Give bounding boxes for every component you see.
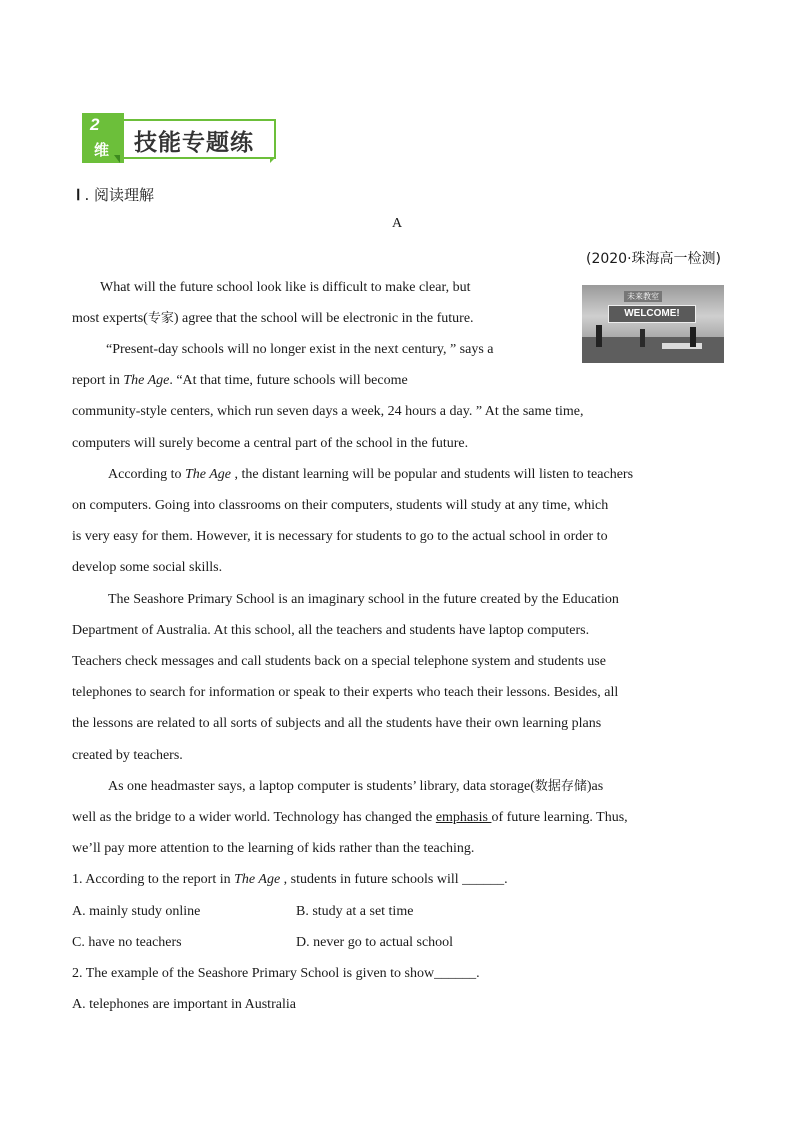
passage-line: the lessons are related to all sorts of subjects and all the students have their own learning plans <box>72 716 602 731</box>
option-1c: C. have no teachers <box>72 935 182 950</box>
underlined-word: emphasis <box>435 810 492 825</box>
passage-line: computers will surely become a central part of the school in the future. <box>72 436 469 451</box>
question-2: 2. The example of the Seashore Primary School is given to show______. <box>72 966 480 981</box>
image-desk <box>662 343 702 349</box>
badge-corner-icon <box>270 157 276 163</box>
option-2a: A. telephones are important in Australia <box>72 997 296 1012</box>
option-1d: D. never go to actual school <box>296 935 454 950</box>
source-title: The Age <box>234 872 281 887</box>
passage-line: is very easy for them. However, it is necessary for students to go to the actual school in order to <box>72 529 608 544</box>
text-span: . “At that time, future schools will become <box>169 373 408 388</box>
future-classroom-image <box>582 285 724 363</box>
image-person <box>596 325 602 347</box>
badge-fold-icon <box>114 155 120 163</box>
text-span: ) agree that the school will be electronic in the future. <box>173 311 474 326</box>
passage-line: created by teachers. <box>72 748 183 763</box>
passage-line: “Present-day schools will no longer exist in the next century, ” says a <box>106 342 494 357</box>
passage-line <box>108 465 633 485</box>
passage-line: Department of Australia. At this school, all the teachers and students have laptop computers. <box>72 623 590 638</box>
section-title: . 阅读理解 <box>84 186 154 204</box>
image-sign: 未来教室 <box>624 291 662 302</box>
text-span: report in <box>72 373 124 388</box>
passage-letter: A <box>391 216 403 231</box>
question-1 <box>72 870 508 890</box>
passage-line: develop some social skills. <box>72 560 223 575</box>
image-person <box>690 327 696 347</box>
badge-char: 维 <box>94 141 110 159</box>
source-title: The Age <box>123 373 170 388</box>
section-roman: Ⅰ <box>76 188 81 204</box>
text-span: well as the bridge to a wider world. Technology has changed the <box>72 810 436 825</box>
text-span: 1. According to the report in <box>72 872 235 887</box>
option-1b: B. study at a set time <box>296 904 414 919</box>
text-span: most experts( <box>72 311 148 326</box>
passage-line: on computers. Going into classrooms on their computers, students will study at any time, which <box>72 498 609 513</box>
passage-line: telephones to search for information or speak to their experts who teach their lessons. Besides, all <box>72 685 619 700</box>
image-floor <box>582 337 724 363</box>
section-heading <box>76 184 154 205</box>
text-span: , students in future schools will ______. <box>280 872 508 887</box>
text-span: of future learning. Thus, <box>491 810 628 825</box>
passage-line: we’ll pay more attention to the learning of kids rather than the teaching. <box>72 841 475 856</box>
text-span: )as <box>586 779 604 794</box>
cjk-gloss: 数据存储 <box>534 779 587 794</box>
section-badge <box>82 113 278 165</box>
text-span: As one headmaster says, a laptop computer is students’ library, data storage( <box>108 779 535 794</box>
badge-title-box <box>116 119 276 159</box>
passage-line: community-style centers, which run seven days a week, 24 hours a day. ” At the same time, <box>72 404 584 419</box>
image-person <box>640 329 645 347</box>
passage-line: What will the future school look like is difficult to make clear, but <box>100 280 471 295</box>
passage-line: Teachers check messages and call students back on a special telephone system and students use <box>72 654 606 669</box>
badge-number: 2 <box>90 115 100 134</box>
passage-line <box>72 309 474 329</box>
passage-line <box>72 371 408 391</box>
passage-line <box>108 777 603 797</box>
cjk-gloss: 专家 <box>147 311 174 326</box>
passage-line <box>72 808 628 828</box>
passage-source: (2020·珠海高一检测) <box>585 251 721 267</box>
source-title: The Age <box>184 467 231 482</box>
image-banner: WELCOME! <box>608 305 696 323</box>
text-span: , the distant learning will be popular and students will listen to teachers <box>231 467 634 482</box>
option-1a: A. mainly study online <box>72 904 201 919</box>
passage-line: The Seashore Primary School is an imaginary school in the future created by the Education <box>108 592 619 607</box>
badge-title: 技能专题练 <box>134 130 254 156</box>
text-span: According to <box>108 467 185 482</box>
